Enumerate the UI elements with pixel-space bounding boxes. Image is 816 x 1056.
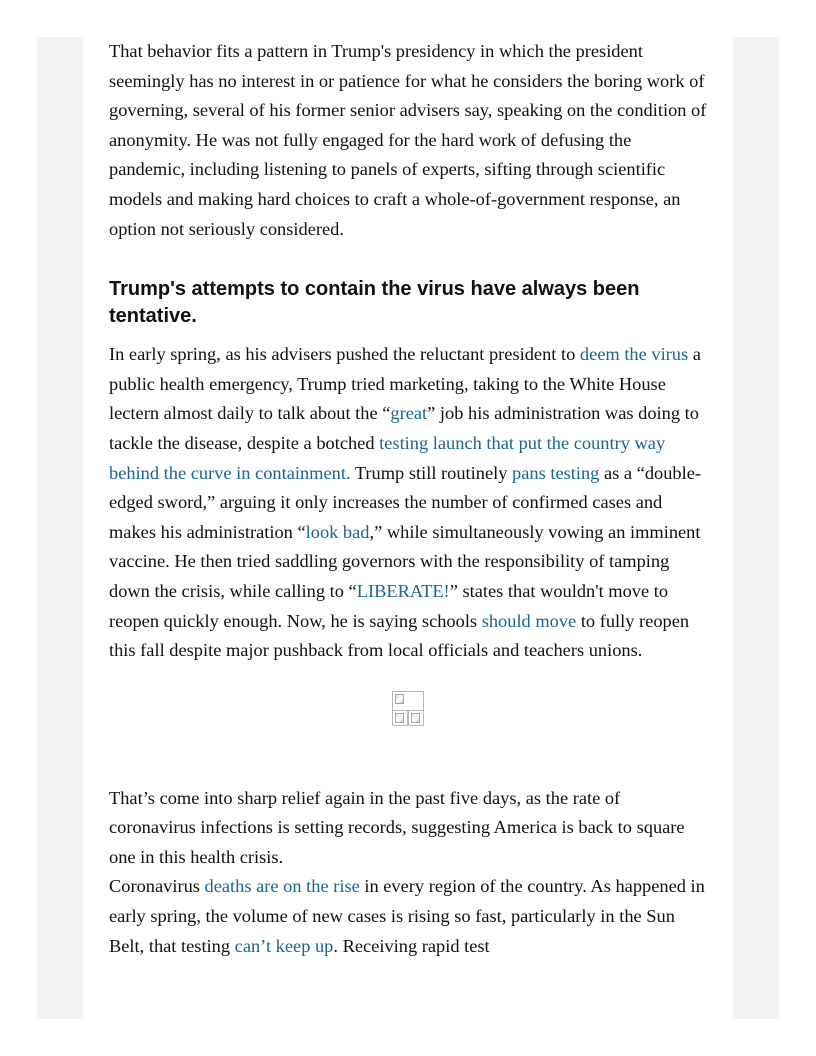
link-deaths-on-rise[interactable]: deaths are on the rise [204, 876, 360, 897]
link-look-bad[interactable]: look bad [305, 521, 370, 542]
text-run: ” states that wouldn't move to reopen quickly enough. Now, he is saying schools [109, 580, 669, 631]
text-run: . Receiving rapid test [333, 935, 490, 956]
link-pans-testing[interactable]: pans testing [512, 462, 600, 483]
link-deem-the-virus[interactable]: deem the virus [579, 344, 689, 365]
paragraph-pattern: That behavior fits a pattern in Trump's presidency in which the president seemingly has no interest in or patience for what he considers the boring work of governing, several of his former senior advisers say, speaking on the condition of anonymity. He was not fully engaged for the hard work of defusing the pandemic, including listening to panels of experts, sifting through scientific models and making hard choices to craft a whole-of-government response, an option not seriously considered. [109, 41, 707, 239]
text-run: as a “double-edged sword,” arguing it only increases the number of confirmed cases and makes his administration “ [109, 462, 702, 542]
text-run: a public health emergency, Trump tried marketing, taking to the White House lectern almost daily to talk about the “ [109, 344, 701, 424]
section-heading: Trump's attempts to contain the virus have always been tentative. [109, 278, 640, 328]
link-cant-keep-up[interactable]: can’t keep up [234, 935, 334, 956]
paragraph-sharp-relief: That’s come into sharp relief again in the past five days, as the rate of coronavirus infections is setting records, suggesting America is back to square one in this health crisis. [109, 787, 685, 867]
text-run: ,” while simultaneously vowing an imminent vaccine. He then tried saddling governors with the responsibility of tamping down the crisis, while calling to “ [109, 521, 701, 601]
paragraph-coronavirus-deaths [109, 872, 709, 961]
text-run: Trump still routinely [350, 462, 513, 483]
right-margin-bar [733, 37, 779, 1019]
broken-image-group [109, 691, 709, 784]
text-run: to fully reopen this fall despite major pushback from local officials and teachers unions. [109, 610, 690, 661]
paragraph-early-spring [109, 340, 709, 666]
broken-image-icon [392, 710, 408, 726]
link-liberate[interactable]: LIBERATE! [356, 580, 450, 601]
text-run: Coronavirus [109, 876, 205, 897]
broken-image-icon [408, 710, 424, 726]
text-run: in every region of the country. As happened in early spring, the volume of new cases is rising so fast, particularly in the Sun Belt, that testing [109, 876, 705, 956]
text-run: In early spring, as his advisers pushed the reluctant president to [109, 344, 580, 365]
broken-image-icon [392, 691, 424, 711]
link-testing-launch[interactable]: testing launch that put the country way behind the curve in containment. [109, 432, 666, 483]
link-should-move[interactable]: should move [481, 610, 577, 631]
article-body [109, 37, 709, 961]
link-great[interactable]: great [390, 403, 428, 424]
left-margin-bar [37, 37, 83, 1019]
text-run: ” job his administration was doing to tackle the disease, despite a botched [109, 403, 699, 453]
